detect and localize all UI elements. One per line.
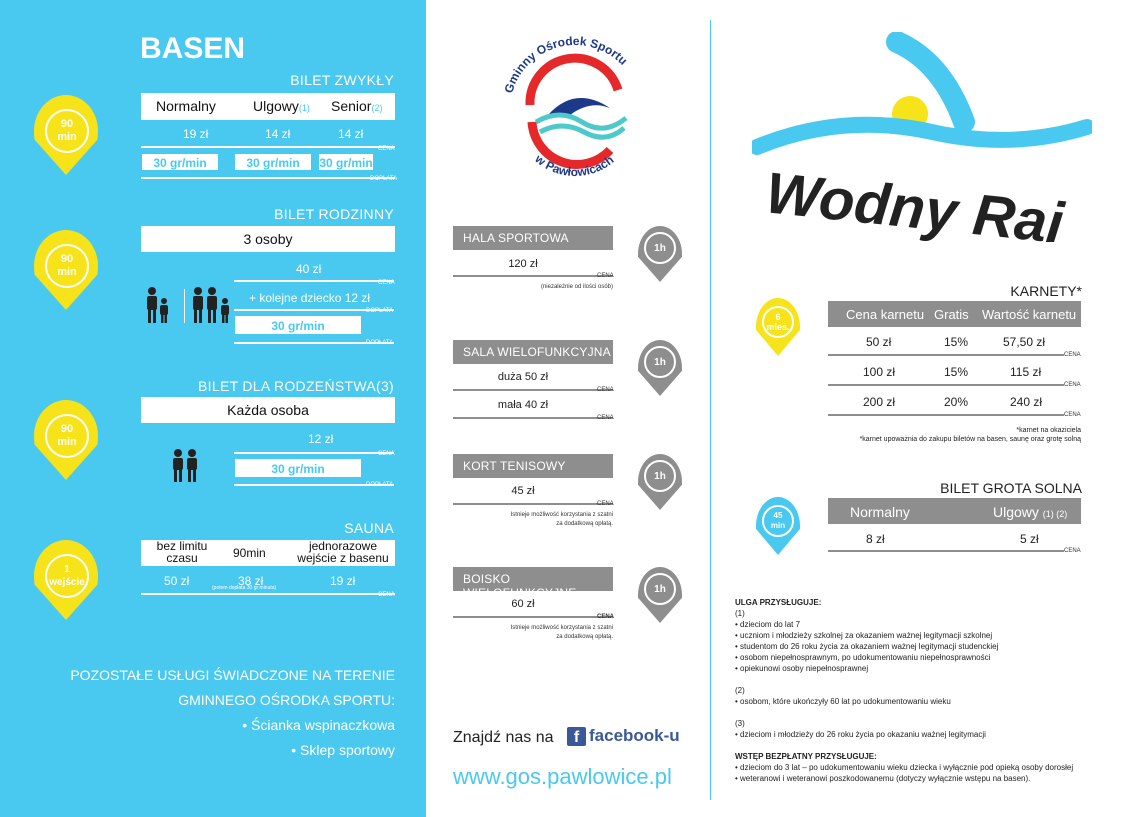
other-services	[60, 663, 395, 763]
col-normal: Normalny	[156, 98, 216, 114]
regular-time-badge	[34, 95, 100, 175]
siblings-time-badge	[34, 400, 100, 480]
passes-notes	[828, 426, 1081, 444]
service-price: duża 50 zł	[497, 371, 549, 383]
pass-value: 240 zł	[1010, 395, 1043, 409]
pass-bonus: 20%	[944, 395, 969, 409]
service-note: Istnieje możliwość korzystania z szatni za dodatkową opłatą.	[510, 512, 613, 527]
pool-title: BASEN	[140, 32, 246, 65]
col-senior: Senior(2)	[331, 98, 383, 114]
facebook-icon: f	[567, 727, 586, 746]
website-link[interactable]: www.gos.pawlowice.pl	[453, 764, 672, 789]
divider	[453, 389, 613, 391]
discount-item: • dzieciom i młodzieży do 26 roku życia po okazaniu ważnej legitymacji	[735, 730, 986, 739]
divider	[828, 384, 1064, 386]
time-label: 90 min	[45, 109, 89, 153]
siblings-price: 12 zł	[308, 432, 334, 446]
group-label: (1)	[735, 609, 745, 618]
cena-label: CENA	[1064, 352, 1081, 358]
col-reduced: Ulgowy(1)	[253, 98, 310, 114]
other-services-line2: GMINNEGO OŚRODKA SPORTU:	[178, 692, 395, 708]
surcharge-reduced: 30 gr/min	[234, 153, 312, 171]
regular-ticket-heading: BILET ZWYKŁY	[290, 72, 394, 88]
col-unlimited: bez limitu czasu	[156, 539, 208, 565]
doplata-label: DOPŁATA	[366, 340, 394, 346]
salt-cave-normal-price: 8 zł	[866, 532, 885, 546]
family-time-badge	[34, 230, 100, 310]
time-label: 1h	[644, 346, 676, 378]
family-people-icon	[140, 285, 232, 327]
cena-label: CENA	[1064, 382, 1081, 388]
cena-label: CENA	[597, 614, 615, 620]
family-persons: 3 osoby	[141, 226, 395, 252]
price-senior: 14 zł	[338, 127, 364, 141]
divider	[828, 354, 1064, 356]
cena-label: CENA	[378, 146, 395, 152]
time-label: 90 min	[45, 244, 89, 288]
cena-label: CENA	[1064, 412, 1081, 418]
service-note: (niezależnie od ilości osób)	[540, 284, 613, 290]
divider	[141, 146, 395, 148]
free-entry-item: • weteranowi i weteranowi poszkodowanemu (dotyczy wyłącznie wstępu na basen).	[735, 774, 1031, 783]
time-label: 90 min	[45, 414, 89, 458]
doplata-label: DOPŁATA	[366, 482, 394, 488]
price-normal: 19 zł	[183, 127, 209, 141]
discount-item: • studentom do 26 roku życia za okazaniem ważnej legitymacji studenckiej	[735, 642, 999, 651]
cena-label: CENA	[378, 592, 395, 598]
entry-label: 1 wejście	[45, 554, 89, 598]
family-surcharge: 30 gr/min	[234, 315, 362, 335]
free-entry-heading: WSTĘP BEZPŁATNY PRZYSŁUGUJE:	[735, 752, 877, 761]
pool-panel	[0, 0, 426, 817]
siblings-people-icon	[171, 448, 201, 484]
discount-item: • opiekunowi osoby niepełnosprawnej	[735, 664, 869, 673]
pass-price: 200 zł	[863, 395, 896, 409]
service-sports-hall: HALA SPORTOWA	[453, 226, 613, 250]
surcharge-normal: 30 gr/min	[141, 153, 219, 171]
time-label: 45 min	[762, 505, 794, 537]
find-us-label: Znajdź nas na	[453, 729, 554, 746]
sauna-header-bar	[141, 540, 395, 566]
group-label: (2)	[735, 686, 745, 695]
divider	[141, 177, 395, 179]
price-reduced: 14 zł	[265, 127, 291, 141]
divider	[453, 275, 613, 277]
cena-label: CENA	[597, 387, 614, 393]
sauna-heading: SAUNA	[344, 520, 394, 536]
col-pass-price: Cena karnetu	[846, 307, 925, 322]
cena-label: CENA	[597, 501, 614, 507]
pass-bonus: 15%	[944, 365, 969, 379]
cena-label: CENA	[378, 280, 395, 286]
siblings-surcharge: 30 gr/min	[234, 458, 362, 478]
divider	[828, 414, 1064, 416]
facebook-suffix: -u	[663, 726, 680, 745]
other-service-item: • Ścianka wspinaczkowa	[242, 717, 395, 733]
divider	[453, 616, 613, 618]
service-time-badge	[638, 567, 682, 623]
col-reduced: Ulgowy (1) (2)	[993, 504, 1068, 520]
passes-time-badge	[756, 298, 800, 356]
siblings-each: Każda osoba	[141, 397, 395, 423]
facebook-link[interactable]	[567, 726, 680, 746]
time-label: 1h	[644, 232, 676, 264]
service-multisport-field: BOISKO WIELOFUNKCYJNE	[453, 567, 613, 591]
passes-header-bar	[828, 301, 1081, 327]
salt-cave-heading: BILET GROTA SOLNA	[940, 480, 1082, 496]
discount-item: • uczniom i młodzieży szkolnej za okazaniem ważnej legitymacji szkolnej	[735, 631, 993, 640]
discount-item: • osobom, które ukończyły 60 lat po udokumentowaniu wieku	[735, 697, 951, 706]
doplata-label: DOPŁATA	[370, 176, 398, 182]
brand-text: Wodny Raj	[762, 160, 1067, 242]
pass-price: 50 zł	[866, 335, 892, 349]
sauna-price-90: 38 zł	[238, 574, 264, 588]
col-normal: Normalny	[850, 504, 910, 520]
service-time-badge	[638, 454, 682, 510]
col-90min: 90min	[233, 546, 266, 560]
divider	[234, 280, 394, 282]
service-tennis-court: KORT TENISOWY	[453, 454, 613, 478]
surcharge-senior: 30 gr/min	[318, 153, 374, 171]
salt-cave-header-bar	[828, 498, 1081, 524]
passes-note: *karnet na okaziciela	[1016, 427, 1081, 434]
passes-note: *karnet upoważnia do zakupu biletów na basen, saunę oraz grotę solną	[859, 436, 1081, 443]
divider	[234, 452, 394, 454]
cena-label: CENA	[597, 273, 614, 279]
sauna-price-single: 19 zł	[330, 574, 356, 588]
discounts-section	[735, 597, 1095, 784]
sauna-price-unlimited: 50 zł	[164, 574, 190, 588]
siblings-ticket-heading: BILET DLA RODZEŃSTWA(3)	[198, 378, 394, 394]
time-label: 6 mies.	[762, 306, 794, 338]
col-pass-value: Wartość karnetu	[982, 307, 1077, 322]
family-price: 40 zł	[296, 262, 322, 276]
discount-item: • osobom niepełnosprawnym, po udokumentowaniu niepełnosprawności	[735, 653, 991, 662]
divider	[141, 593, 395, 595]
service-price: 45 zł	[511, 485, 535, 497]
gos-logo	[500, 30, 650, 190]
col-single-entry: jednorazowe wejście z basenu	[297, 539, 389, 565]
divider	[453, 417, 613, 419]
pass-value: 115 zł	[1010, 365, 1042, 379]
service-price: 60 zł	[511, 598, 535, 610]
other-services-line1: POZOSTAŁE USŁUGI ŚWIADCZONE NA TERENIE	[70, 667, 395, 683]
wodny-raj-logo	[752, 32, 1092, 242]
free-entry-item: • dzieciom do 3 lat – po udokumentowaniu wieku dziecka i wyłącznie pod opieką osoby dorosłej	[735, 763, 1074, 772]
regular-header-bar	[141, 93, 395, 120]
gos-logo-emblem	[500, 30, 650, 190]
time-label: 1h	[644, 573, 676, 605]
discounts-heading: ULGA PRZYSŁUGUJE:	[735, 598, 822, 607]
wave-swimmer-icon	[752, 32, 1092, 242]
cena-label: CENA	[597, 415, 614, 421]
col-bonus: Gratis	[934, 307, 969, 322]
doplata-label: DOPŁATA	[366, 308, 394, 314]
service-price: mała 40 zł	[497, 399, 549, 411]
cena-label: CENA	[378, 451, 395, 457]
group-label: (3)	[735, 719, 745, 728]
family-extra-child: + kolejne dziecko 12 zł	[249, 291, 371, 305]
logo-top-text: Gminny Ośrodek Sportu	[501, 33, 631, 95]
passes-heading: KARNETY*	[1010, 283, 1082, 299]
svg-text:Gminny Ośrodek Sportu	[501, 34, 630, 95]
panel-divider	[710, 20, 711, 800]
service-note: Istnieje możliwość korzystania z szatni za dodatkową opłatą.	[510, 625, 613, 640]
pass-value: 57,50 zł	[1003, 335, 1046, 349]
facebook-label: facebook	[589, 726, 664, 745]
discount-item: • dzieciom do lat 7	[735, 620, 801, 629]
other-service-item: • Sklep sportowy	[291, 742, 395, 758]
time-label: 1h	[644, 460, 676, 492]
service-time-badge	[638, 340, 682, 396]
pass-bonus: 15%	[944, 335, 969, 349]
service-time-badge	[638, 226, 682, 282]
sauna-time-badge	[34, 540, 100, 620]
logo-bottom-text: w Pawłowicach	[532, 151, 617, 180]
family-ticket-heading: BILET RODZINNY	[274, 206, 394, 222]
cena-label: CENA	[1064, 548, 1081, 554]
salt-cave-reduced-price: 5 zł	[1020, 532, 1039, 546]
divider	[828, 550, 1064, 552]
service-price: 120 zł	[508, 258, 538, 270]
pass-price: 100 zł	[863, 365, 896, 379]
sauna-90-note: (potem dopłata 30 gr minuta)	[212, 585, 277, 591]
service-multipurpose-room: SALA WIELOFUNKCYJNA	[453, 340, 613, 364]
salt-cave-time-badge	[756, 497, 800, 555]
divider	[453, 503, 613, 505]
